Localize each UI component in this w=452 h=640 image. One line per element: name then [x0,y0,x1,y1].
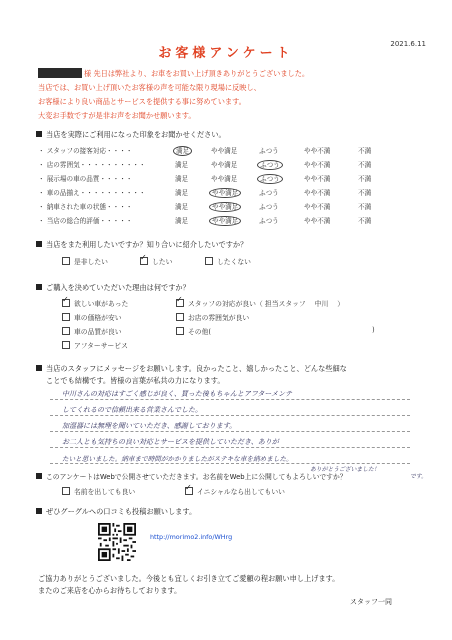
rating-option[interactable] [175,145,190,155]
staff-signature: スタッフ一同 [350,598,392,606]
q3-option-2[interactable]: ✓ スタッフの対応が良い（ 担当スタッフ 中川 ） [176,298,344,308]
rating-option[interactable] [358,215,371,225]
rating-row-label: ・ 当店の総合的評価・・・・・ [38,217,133,225]
intro-text [38,67,438,123]
answer-line [50,447,410,448]
rating-option-label: 不満 [358,175,372,183]
rating-option[interactable] [304,201,330,211]
rating-option-label: ふつう [259,217,279,225]
answer-line [50,431,410,432]
rating-option-selected: やや満足 [209,216,241,226]
rating-option[interactable] [259,145,279,155]
intro-line-4: 大変お手数ですが是非お声をお聞かせ願います。 [38,111,196,120]
rating-option[interactable] [304,145,330,155]
checkbox[interactable] [62,341,70,349]
rating-row-label: ・ スタッフの接客対応・・・・ [38,147,133,155]
checkbox-checked[interactable] [140,257,148,265]
bullet-square-icon [36,241,42,247]
handwritten-note-2: です。 [410,474,427,480]
checkbox-checked[interactable] [176,299,184,307]
q3-option-6[interactable]: その他( [176,326,211,336]
question-4-text-2: ことでも結構です。皆様の言葉が私共の力になります。 [46,376,225,385]
bullet-square-icon [36,365,42,371]
rating-option[interactable] [304,215,330,225]
q3-option-7[interactable]: アフターサービス [62,340,128,350]
rating-option[interactable] [211,145,237,155]
rating-option-label: やや不満 [304,217,331,225]
question-2-text: 当店をまた利用したいですか？知り合いに紹介したいですか？ [46,240,248,249]
q3-option-5[interactable]: 車の品質が良い [62,326,122,336]
rating-option[interactable] [175,159,188,169]
rating-option[interactable] [304,187,330,197]
rating-option-label: 不満 [358,147,372,155]
rating-row-label: ・ 納車された車の状態・・・・ [38,203,133,211]
rating-option-label: やや満足 [211,147,238,155]
footer-line-2: またのご来店を心からお待ちしております。 [38,586,182,595]
rating-row-label: ・ 店の雰囲気・・・・・・・・・・ [38,161,146,169]
rating-option[interactable] [304,173,330,183]
rating-option-label: やや不満 [304,189,331,197]
rating-option-label: やや満足 [211,161,238,169]
footer-line-1: ご協力ありがとうございました。今後とも宜しくお引き立てご愛顧の程お願い申し上げます。 [38,574,340,583]
rating-option-label: ふつう [259,203,279,211]
rating-option-label: やや不満 [304,175,331,183]
rating-option[interactable] [211,201,239,211]
checkbox[interactable] [62,313,70,321]
rating-row-label: ・ 展示場の車の品質・・・・・ [38,175,133,183]
rating-option-label: 満足 [175,189,189,197]
q3-option-4[interactable]: お店の雰囲気が良い [176,312,249,322]
rating-option-label: 満足 [175,217,189,225]
question-2 [36,240,247,250]
checkbox[interactable] [62,257,70,265]
rating-option-selected: やや満足 [209,188,241,198]
rating-option[interactable] [211,215,239,225]
q3-option-3[interactable]: 車の価格が安い [62,312,122,322]
rating-option[interactable] [358,201,371,211]
handwritten-line-3: 加湿器には無理を聞いていただき、感謝しております。 [62,422,237,430]
rating-option-label: やや不満 [304,161,331,169]
checkbox[interactable] [62,487,70,495]
survey-title: お客様アンケート [158,46,294,61]
answer-line [50,415,410,416]
rating-option-label: 満足 [175,175,189,183]
question-5 [36,471,347,481]
question-4 [36,364,347,374]
handwritten-line-5: たいと思いました。納車まで時間がかかりましたがステキな車を納めました。 [62,455,293,463]
rating-option[interactable] [259,201,279,211]
question-3-text: ご購入を決めていただいた理由は何ですか？ [46,283,190,292]
checkbox-checked[interactable] [62,299,70,307]
handwritten-note: ありがとうございました！ [310,467,380,473]
handwritten-line-2: してくれるので信頼出来る営業さんでした。 [62,406,202,414]
rating-option-label: ふつう [259,147,279,155]
q3-option-1[interactable]: ✓欲しい車があった [62,298,128,308]
question-6-text: ぜひグーグルへの口コミも投稿お願いします。 [46,507,197,516]
rating-option-label: 不満 [358,189,372,197]
url-link[interactable]: http://morimo2.info/WHrg [150,533,233,541]
checkbox-checked[interactable] [185,487,193,495]
rating-option[interactable] [259,187,279,197]
rating-option[interactable] [211,159,237,169]
rating-option[interactable] [175,215,188,225]
rating-option-selected: やや満足 [209,202,241,212]
rating-option-label: やや不満 [304,203,331,211]
intro-line-3: お客様により良い商品とサービスを提供する事に努めています。 [38,97,246,106]
rating-option-label: ふつう [259,189,279,197]
intro-line-2: 当店では、お買い上げ頂いたお客様の声を可能な限り現場に反映し、 [38,83,261,92]
rating-option[interactable] [175,201,188,211]
rating-option-label: 不満 [358,203,372,211]
bullet-square-icon [36,284,42,290]
rating-option-selected: 満足 [173,146,192,156]
qr-code-icon[interactable] [98,523,136,561]
rating-option-label: 満足 [175,161,189,169]
rating-option[interactable] [358,145,371,155]
question-1-text: 当店を実際にご利用になった印象をお聞かせください。 [46,130,226,139]
rating-option[interactable] [175,187,188,197]
rating-option[interactable] [211,173,237,183]
handwritten-line-4: お二人とも気持ちの良い対応とサービスを提供していただき、ありが [62,438,279,446]
q2-option-2[interactable]: ✓ したい [140,256,172,266]
rating-option[interactable] [259,159,281,169]
rating-option-label: やや不満 [304,147,331,155]
rating-option-label: 不満 [358,161,372,169]
rating-option[interactable] [175,173,188,183]
rating-option[interactable] [358,159,371,169]
bullet-square-icon [36,473,42,479]
rating-option-label: やや満足 [211,175,238,183]
checkbox[interactable] [205,257,213,265]
survey-date: 2021.6.11 [390,40,426,48]
checkbox[interactable] [176,327,184,335]
intro-line-1: 様 先日は弊社より、お車をお買い上げ頂きありがとうございました。 [84,69,310,78]
rating-option-selected: ふつう [257,160,283,170]
q3-other-close: ) [372,326,375,334]
rating-option-label: 不満 [358,217,372,225]
question-1 [36,130,226,140]
q5-option-2[interactable]: ✓ イニシャルなら出してもいい [185,486,285,496]
checkbox[interactable] [62,327,70,335]
q2-option-3[interactable]: したくない [205,256,251,266]
footer-text [38,573,339,597]
bullet-square-icon [36,131,42,137]
handwritten-line-1: 中川さんの対応はすごく感じが良く、買った後もちゃんとアフターメンテ [62,390,293,398]
rating-option[interactable] [259,215,279,225]
q2-option-1[interactable]: 是非したい [62,256,108,266]
question-6 [36,507,196,517]
rating-option[interactable] [358,173,371,183]
checkbox[interactable] [176,313,184,321]
rating-option-selected: ふつう [257,174,283,184]
question-5-text: このアンケートはWebで公開させていただきます。お名前をWeb上に公開してもよろしいですか？ [46,473,347,481]
q5-option-1[interactable]: 名前を出しても良い [62,486,135,496]
rating-option[interactable] [211,187,239,197]
rating-option[interactable] [259,173,281,183]
redacted-name [38,68,82,78]
bullet-square-icon [36,508,42,514]
rating-option[interactable] [304,159,330,169]
answer-line [50,399,410,400]
question-4-text: 当店のスタッフにメッセージをお願いします。良かったこと、嬉しかったこと、どんな些細な [46,364,347,373]
rating-row-label: ・ 車の品揃え・・・・・・・・・・ [38,189,146,197]
rating-option-label: 満足 [175,203,189,211]
rating-option[interactable] [358,187,371,197]
question-3 [36,283,190,293]
